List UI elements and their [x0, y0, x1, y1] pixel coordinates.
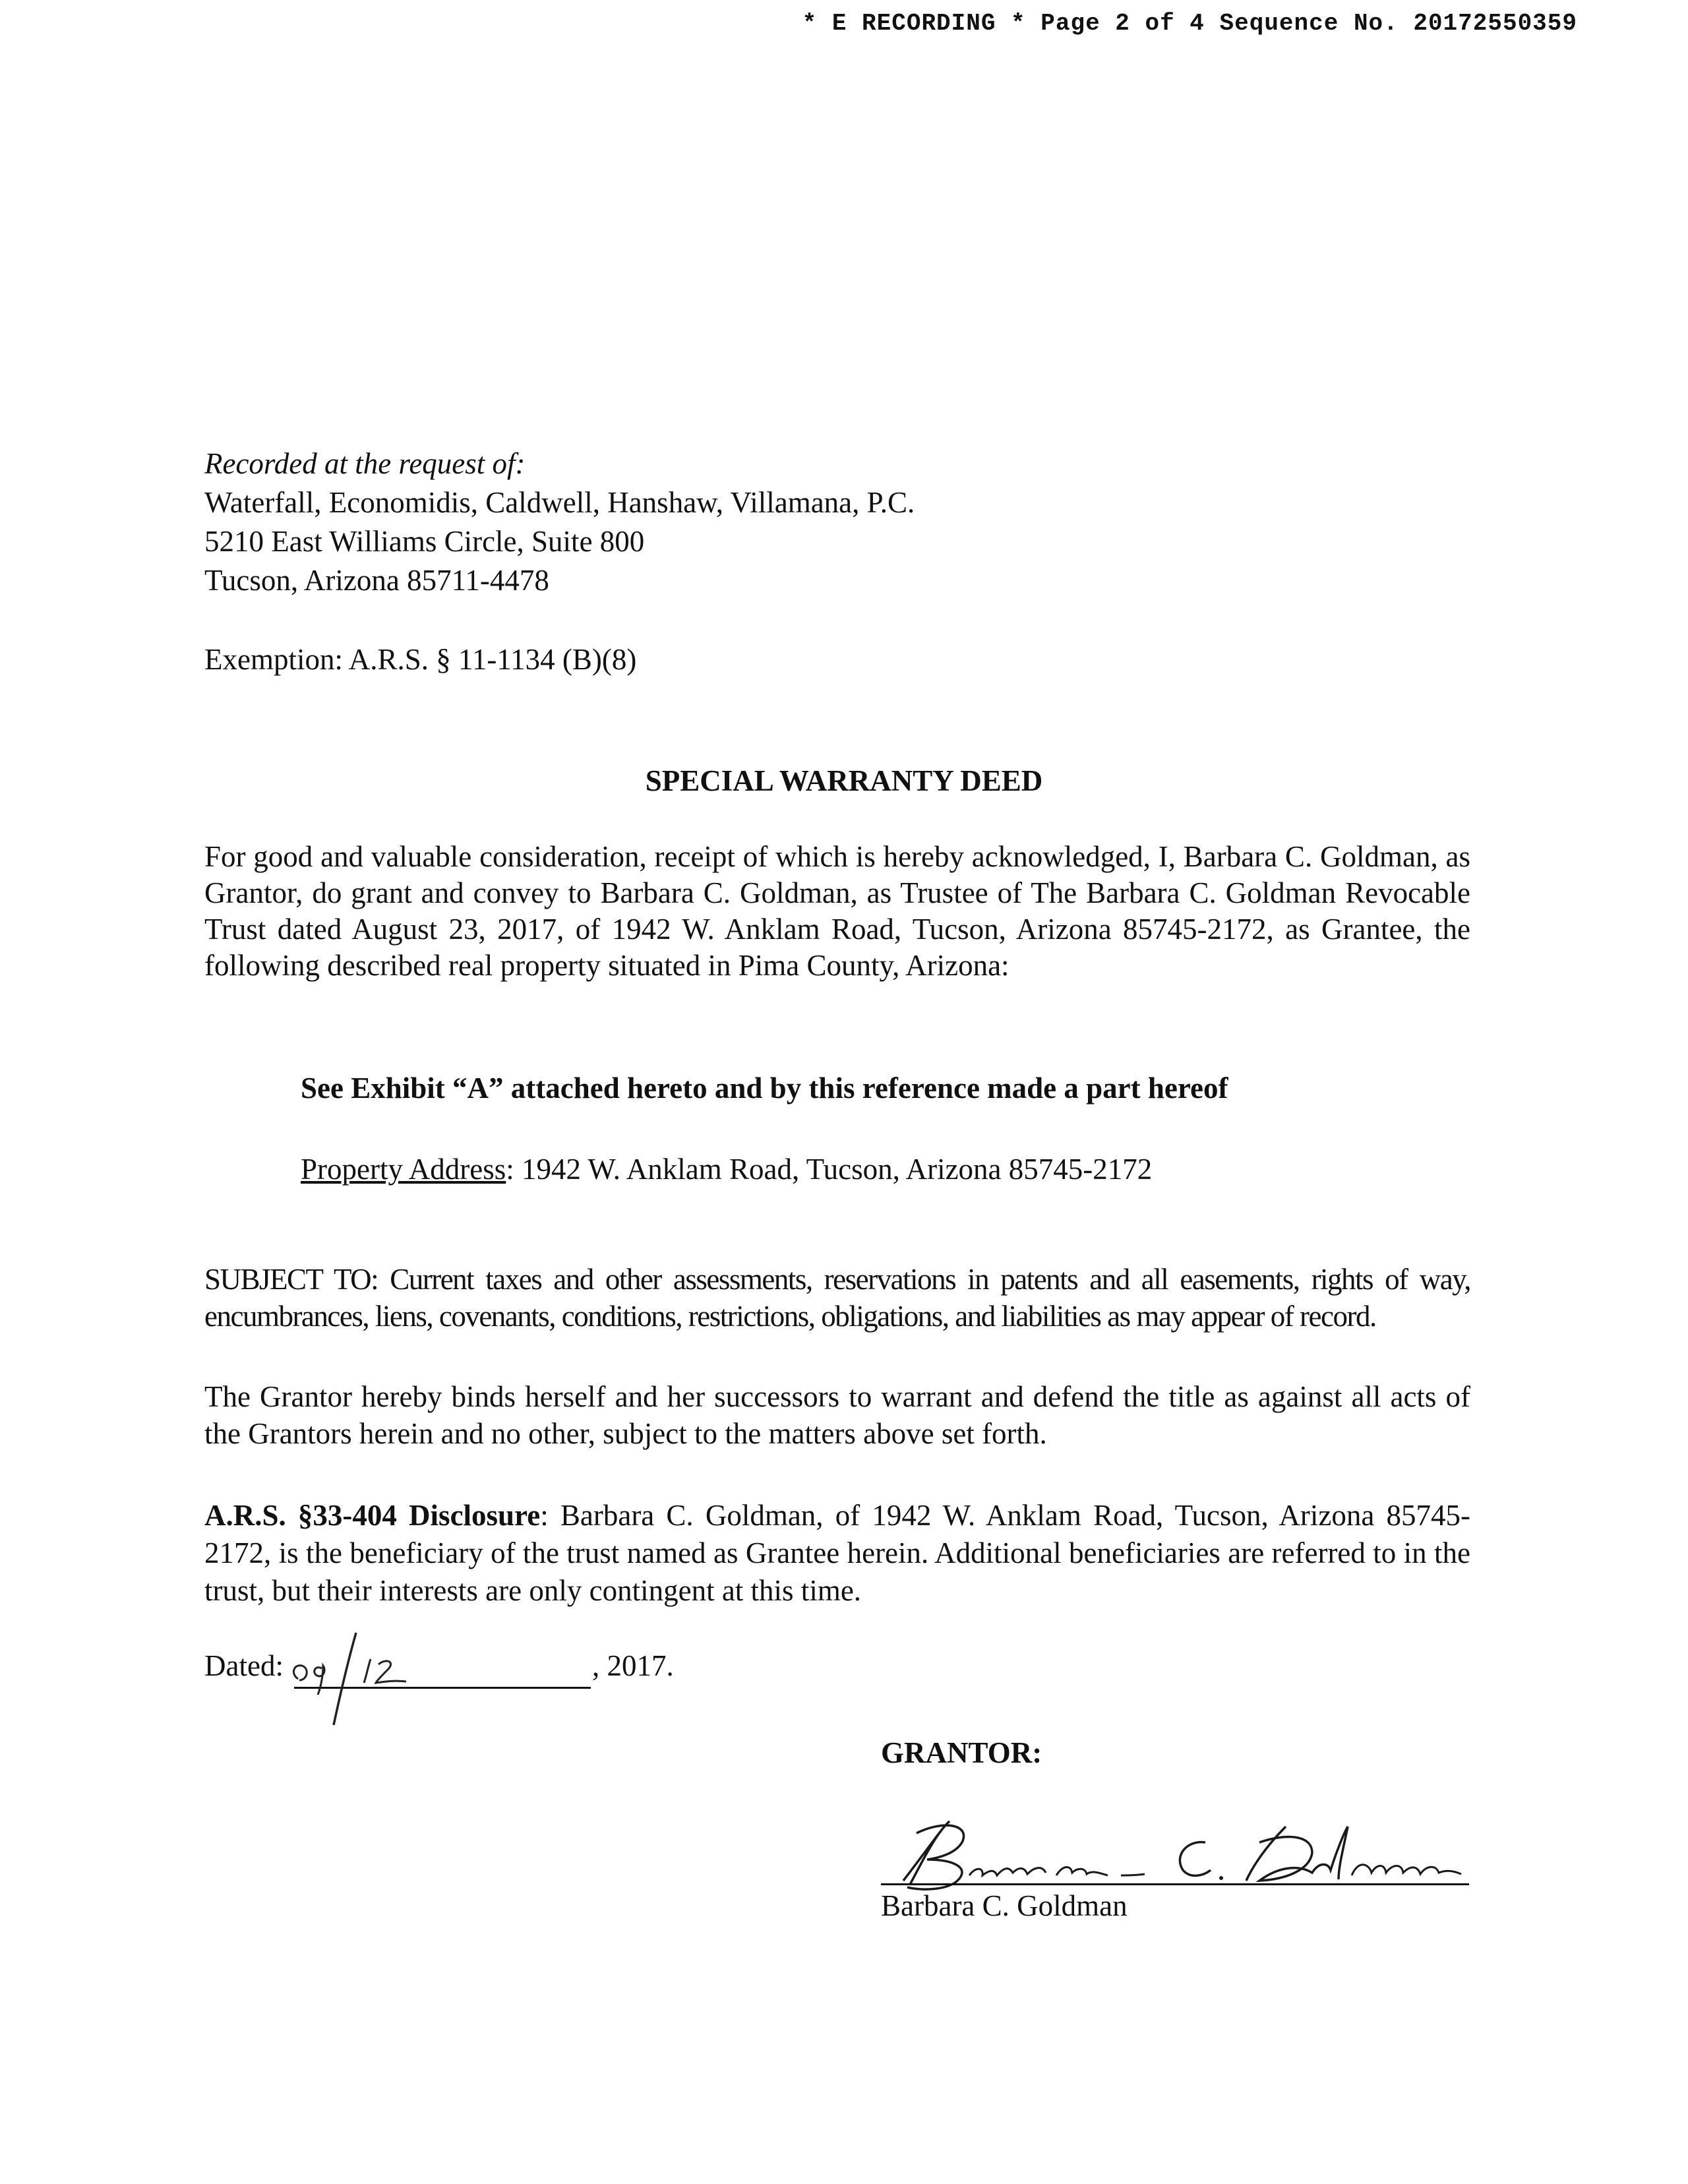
- recorded-label: Recorded at the request of:: [204, 447, 526, 480]
- disclosure-label: A.R.S. §33-404 Disclosure: [204, 1499, 541, 1532]
- dated-label: Dated:: [204, 1649, 284, 1682]
- document-title: SPECIAL WARRANTY DEED: [645, 764, 1043, 797]
- recorded-line-city: Tucson, Arizona 85711-4478: [204, 564, 549, 597]
- exhibit-reference: See Exhibit “A” attached hereto and by this reference made a part hereof: [301, 1072, 1228, 1105]
- grantor-label: GRANTOR:: [881, 1736, 1042, 1769]
- property-address-label: Property Address: [301, 1153, 506, 1186]
- consideration-paragraph: For good and valuable consideration, receipt of which is hereby acknowledged, I, Barbara C. Goldman, as Grantor, do grant and convey to Barbara C. Goldman, as Trustee of The Barbara C. Goldman Revocable Trust dated August 23, 2017, of 1942 W. Anklam Road, Tucson, Arizona 85745-2172, as Grantee, the following described real property situated in Pima County, Arizona:: [204, 840, 1470, 982]
- disclosure-text: : Barbara C. Goldman, of 1942 W. Anklam Road, Tucson, Arizona 85745-2172, is the beneficiary of the trust named as Grantee herein. Additional beneficiaries are referred to in the trust, but their interests are only contingent at this time.: [204, 1499, 1470, 1607]
- recording-stamp: * E RECORDING * Page 2 of 4 Sequence No. 20172550359: [802, 10, 1577, 37]
- disclosure-paragraph: [204, 1497, 1470, 1610]
- recorded-at-request-block: [204, 445, 1470, 601]
- dated-year: , 2017.: [592, 1649, 674, 1682]
- exemption-line: Exemption: A.R.S. § 11-1134 (B)(8): [204, 643, 637, 676]
- signature-line: [881, 1883, 1469, 1885]
- recorded-line-firm: Waterfall, Economidis, Caldwell, Hanshaw, Villamana, P.C.: [204, 486, 915, 519]
- signer-name: Barbara C. Goldman: [881, 1889, 1128, 1922]
- property-address: [301, 1151, 1152, 1188]
- subject-to-paragraph: SUBJECT TO: Current taxes and other assessments, reservations in patents and all easements, rights of way, encumbrances, liens, covenants, conditions, restrictions, obligations, and liabilities as may appear of record.: [204, 1263, 1470, 1333]
- property-address-value: : 1942 W. Anklam Road, Tucson, Arizona 85745-2172: [506, 1153, 1153, 1186]
- recorded-line-street: 5210 East Williams Circle, Suite 800: [204, 525, 645, 558]
- handwritten-date: [290, 1627, 488, 1726]
- warranty-paragraph: The Grantor hereby binds herself and her successors to warrant and defend the title as against all acts of the Grantors herein and no other, subject to the matters above set forth.: [204, 1380, 1470, 1450]
